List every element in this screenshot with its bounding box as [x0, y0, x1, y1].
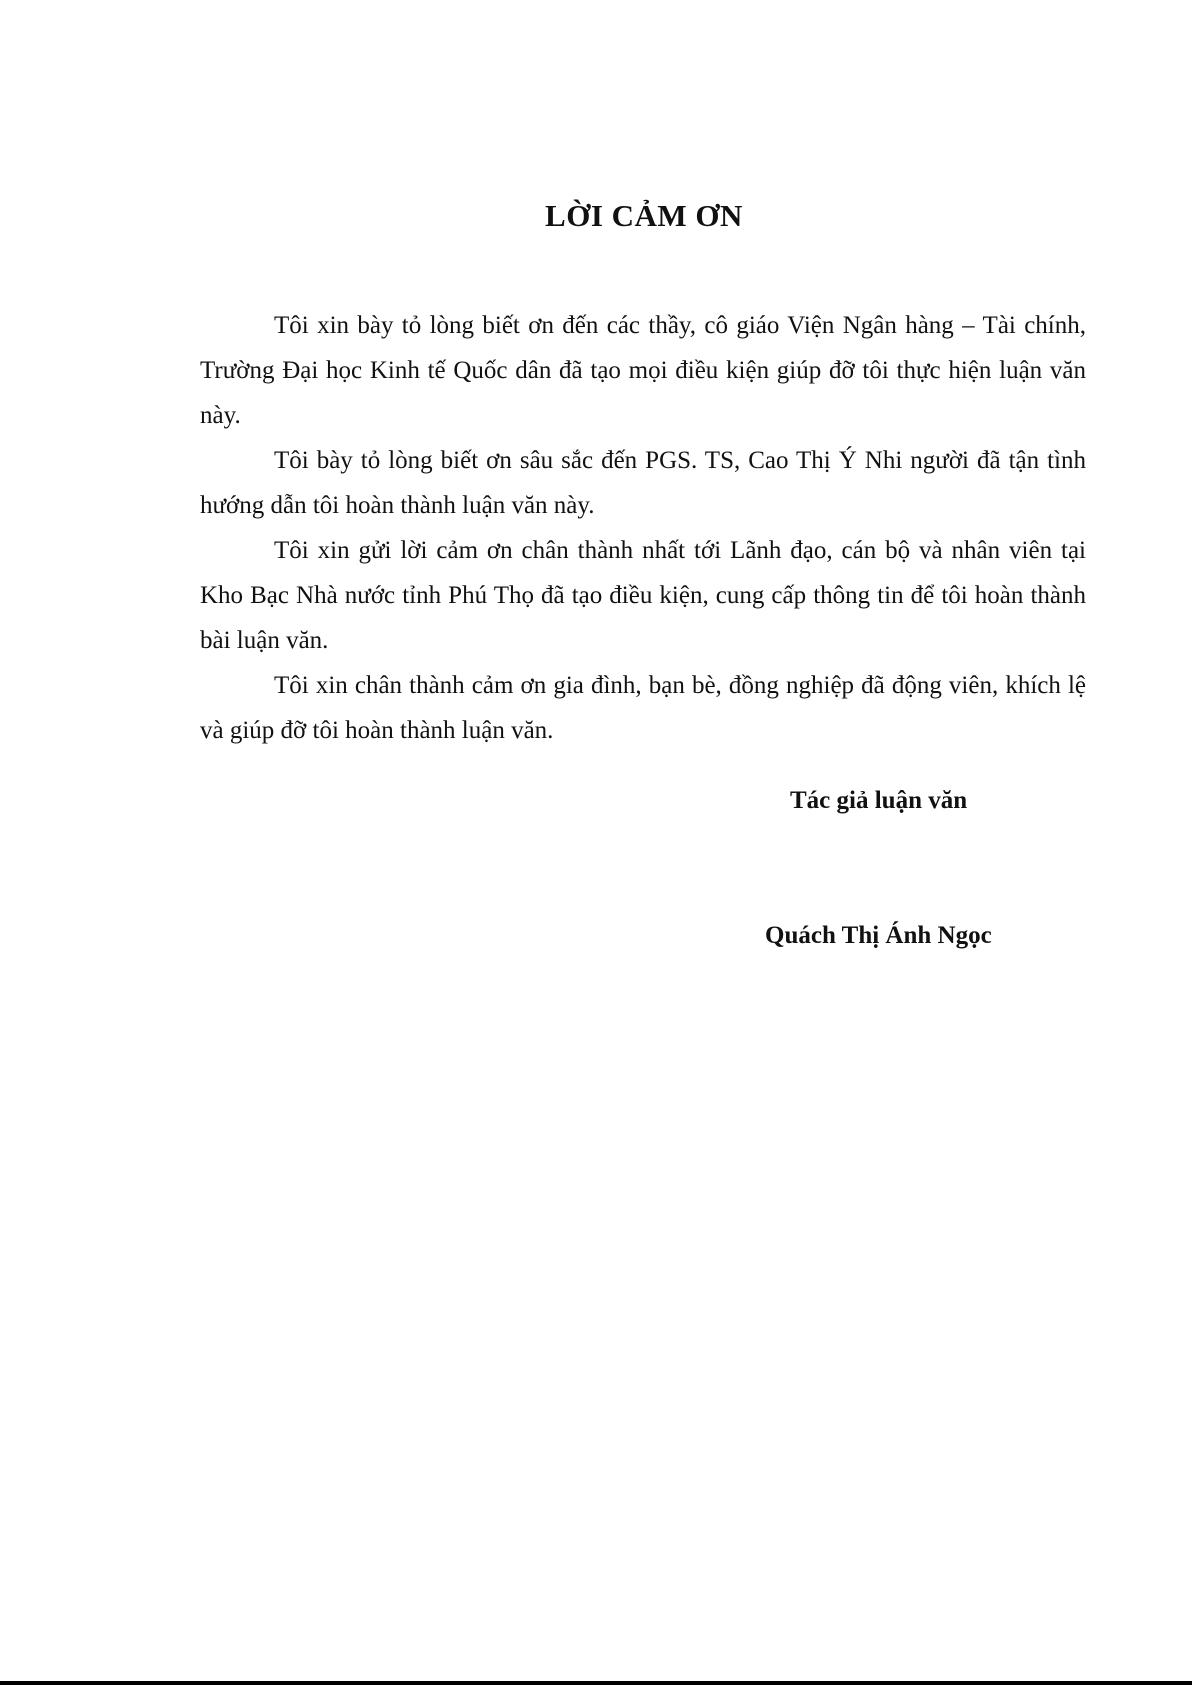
paragraph-4: Tôi xin chân thành cảm ơn gia đình, bạn bè, đồng nghiệp đã động viên, khích lệ và giúp đỡ tôi hoàn thành luận văn. [200, 672, 1086, 744]
paragraph-3: Tôi xin gửi lời cảm ơn chân thành nhất tới Lãnh đạo, cán bộ và nhân viên tại Kho Bạc Nhà nước tỉnh Phú Thọ đã tạo điều kiện, cung cấp thông tin để tôi hoàn thành bài luận văn. [200, 537, 1086, 654]
page-title: LỜI CẢM ƠN [545, 198, 743, 233]
acknowledgement-body [200, 303, 1086, 753]
signature-name: Quách Thị Ánh Ngọc [765, 922, 992, 949]
bottom-border [0, 1681, 1192, 1685]
paragraph-1: Tôi xin bày tỏ lòng biết ơn đến các thầy, cô giáo Viện Ngân hàng – Tài chính, Trường Đại học Kinh tế Quốc dân đã tạo mọi điều kiện giúp đỡ tôi thực hiện luận văn này. [200, 312, 1086, 429]
paragraph-2: Tôi bày tỏ lòng biết ơn sâu sắc đến PGS. TS, Cao Thị Ý Nhi người đã tận tình hướng dẫn tôi hoàn thành luận văn này. [200, 447, 1086, 519]
signature-role: Tác giả luận văn [790, 787, 968, 814]
